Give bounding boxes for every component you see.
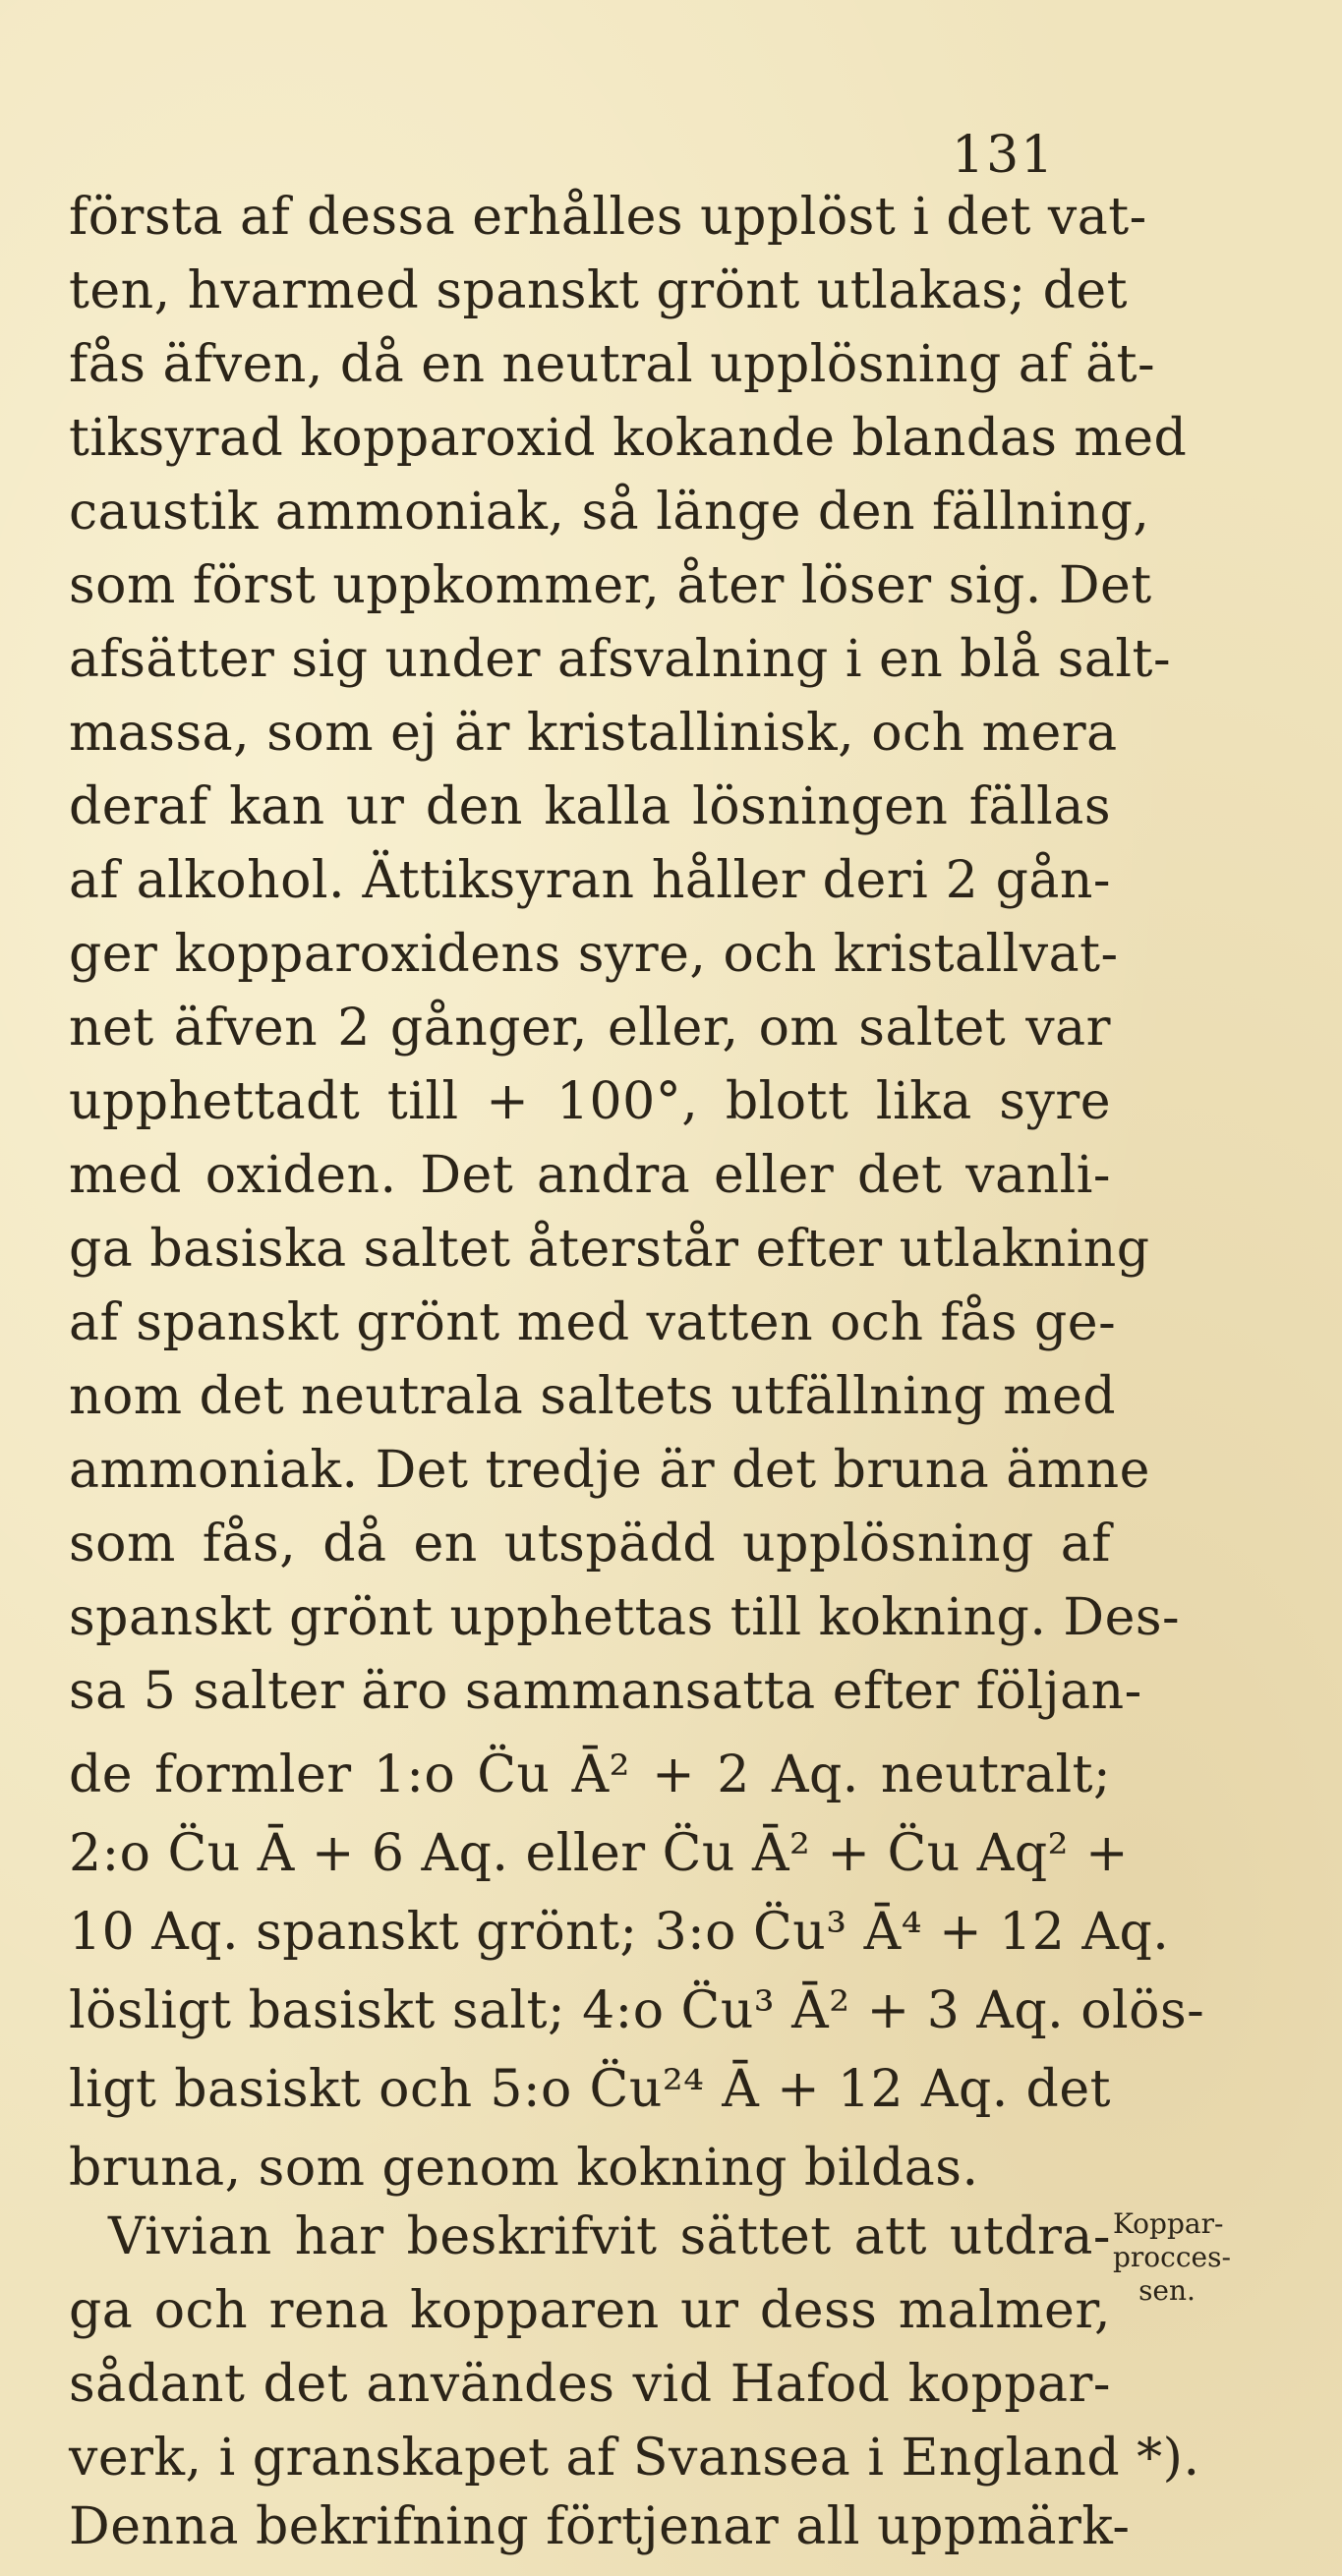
margin-note-line: procces-	[1113, 2241, 1231, 2273]
text-line: af spanskt grönt med vatten och fås ge-	[69, 1293, 1117, 1352]
text-line: Denna bekrifning förtjenar all uppmärk-	[69, 2497, 1131, 2556]
text-line: ger kopparoxidens syre, och kristallvat-	[69, 925, 1119, 984]
margin-note-line: Koppar-	[1113, 2207, 1224, 2240]
text-line: sa 5 salter äro sammansatta efter följan-	[69, 1662, 1142, 1721]
page-number: 131	[952, 126, 1056, 185]
text-line: ten, hvarmed spanskt grönt utlakas; det	[69, 261, 1129, 320]
formula-line: ligt basiskt och 5:o C̈u²⁴ Ā + 12 Aq. det	[69, 2060, 1111, 2119]
text-line: sådant det användes vid Hafod koppar-	[69, 2355, 1111, 2414]
text-line: afsätter sig under afsvalning i en blå salt-	[69, 630, 1172, 689]
text-line: första af dessa erhålles upplöst i det vat-	[69, 188, 1147, 247]
text-line: ammoniak. Det tredje är det bruna ämne	[69, 1441, 1150, 1500]
margin-note-line: sen.	[1138, 2274, 1196, 2307]
text-line: deraf kan ur den kalla lösningen fällas	[69, 777, 1111, 836]
text-line: caustik ammoniak, så länge den fällning,	[69, 483, 1150, 542]
text-line: som fås, då en utspädd upplösning af	[69, 1515, 1111, 1574]
text-line: som först uppkommer, åter löser sig. Det	[69, 556, 1152, 615]
formula-line: de formler 1:o C̈u Ā² + 2 Aq. neutralt;	[69, 1746, 1111, 1804]
formula-line: 10 Aq. spanskt grönt; 3:o C̈u³ Ā⁴ + 12 Aq.	[69, 1903, 1170, 1962]
text-line: bruna, som genom kokning bildas.	[69, 2139, 979, 2198]
text-line: verk, i granskapet af Svansea i England *).	[69, 2429, 1200, 2488]
text-line: tiksyrad kopparoxid kokande blandas med	[69, 409, 1188, 468]
text-line: ga och rena kopparen ur dess malmer,	[69, 2281, 1111, 2340]
text-line: upphettadt till + 100°, blott lika syre	[69, 1072, 1111, 1131]
text-line: spanskt grönt upphettas till kokning. Des-	[69, 1588, 1181, 1647]
text-line: ga basiska saltet återstår efter utlakning	[69, 1220, 1150, 1279]
formula-line: 2:o C̈u Ā + 6 Aq. eller C̈u Ā² + C̈u Aq² +	[69, 1824, 1130, 1883]
text-line: Vivian har beskrifvit sättet att utdra-	[108, 2207, 1111, 2266]
formula-line: lösligt basiskt salt; 4:o C̈u³ Ā² + 3 Aq. olös-	[69, 1981, 1205, 2040]
text-line: net äfven 2 gånger, eller, om saltet var	[69, 999, 1111, 1058]
text-line: af alkohol. Ättiksyran håller deri 2 gån-	[69, 851, 1111, 910]
text-line: med oxiden. Det andra eller det vanli-	[69, 1146, 1111, 1205]
text-line: massa, som ej är kristallinisk, och mera	[69, 704, 1118, 763]
text-line: fås äfven, då en neutral upplösning af ät-	[69, 335, 1156, 394]
text-line: nom det neutrala saltets utfällning med	[69, 1367, 1117, 1426]
